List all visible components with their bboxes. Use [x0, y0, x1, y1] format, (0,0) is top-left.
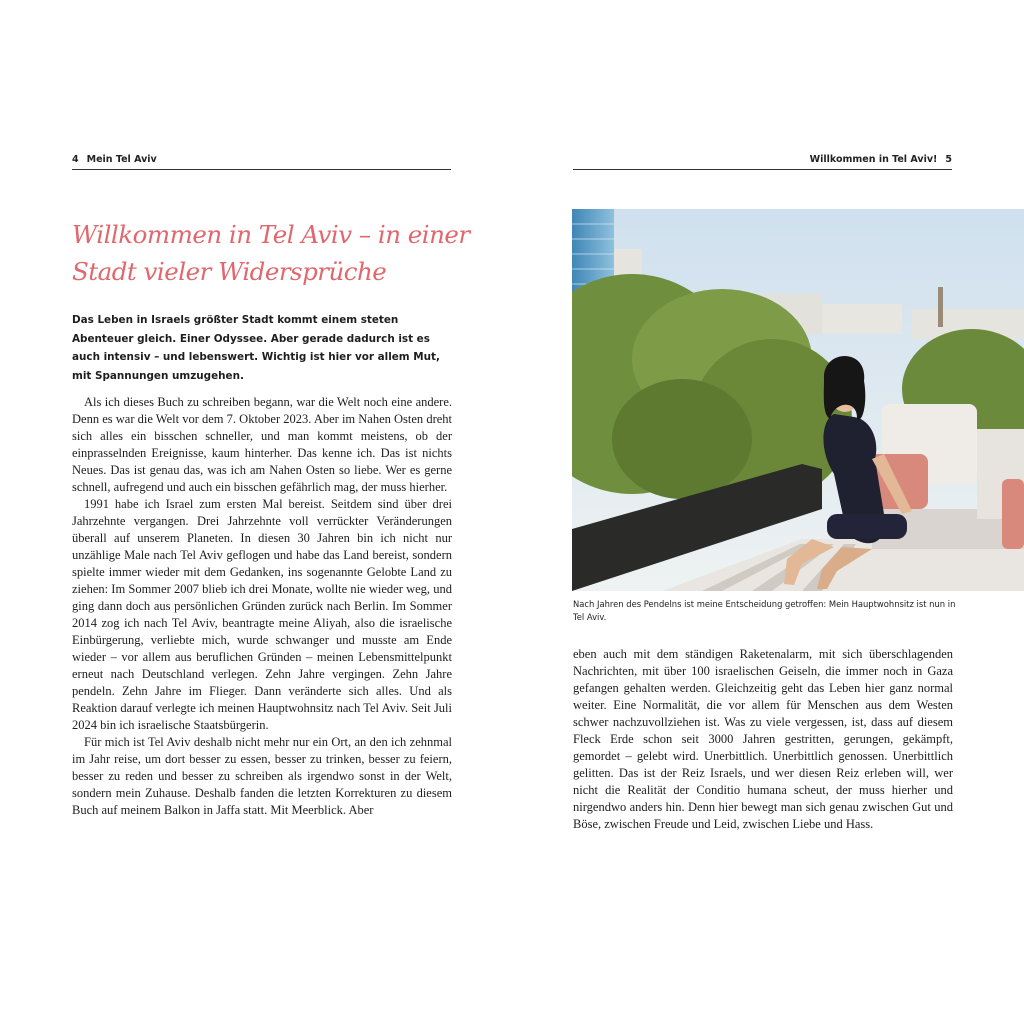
running-head-left: [72, 153, 451, 170]
chapter-lead: Das Leben in Israels größter Stadt kommt einem steten Abenteuer gleich. Einer Odyssee. Aber gerade dadurch ist es auch intensiv – und lebenswert. Wichtig ist hier vor allem Mut, mit Spannungen umzugehen.: [72, 314, 440, 382]
page-number-left: 4: [72, 154, 79, 165]
paragraph: eben auch mit dem ständigen Raketenalarm, mit sich überschlagenden Nachrichten, mit über 100 israelischen Geiseln, die immer noch in Gaza gefangen gehalten werden. Gleichzeitig geht das Leben hier ganz normal weiter. Eine Normalität, die vor allem für Menschen aus dem Westen schwer nachzuvollziehen ist. Was zu viele vergessen, ist, dass auf diesem Fleck Erde schon seit 3000 Jahren gestritten, gerungen, gekämpft, gemordet – gelebt wird. Unerbittlich. Unerbittlich genossen. Unerbittlich gelitten. Das ist der Reiz Israels, und wer diesen Reiz erleben will, wer nicht die Realität der Conditio humana scheut, der muss hierher und nirgendwo anders hin. Denn hier bewegt man sich genau zwischen Gut und Böse, zwischen Freude und Leid, zwischen Liebe und Hass.: [573, 647, 953, 831]
running-head-right-title: Willkommen in Tel Aviv!: [809, 154, 938, 165]
left-body-text: [72, 394, 452, 819]
paragraph: Für mich ist Tel Aviv deshalb nicht mehr nur ein Ort, an den ich zehnmal im Jahr reise, um dort besser zu essen, besser zu trinken, besser zu feiern, besser zu reden und besser zu schreiben als irgendwo sonst in der Welt, sondern mein Zuhause. Deshalb fanden die letzten Korrekturen zu diesem Buch auf meinem Balkon in Jaffa statt. Mit Meerblick. Aber: [72, 735, 452, 817]
chapter-title: Willkommen in Tel Aviv – in einer Stadt vieler Widersprüche: [72, 220, 470, 286]
running-head-right: [573, 153, 952, 170]
running-head-left-title: Mein Tel Aviv: [86, 154, 157, 165]
paragraph: Als ich dieses Buch zu schreiben begann, war die Welt noch eine andere. Denn es war die Welt vor dem 7. Oktober 2023. Aber im Nahen Osten dreht sich alles ein bisschen schneller, und man kommt meistens, ob der einprasselnden Ereignisse, kaum hinterher. Das kenne ich. Das ist nichts Neues. Das ist genau das, was ich am Nahen Osten so liebe. Wer es gerne schnell, aufregend und auch ein bisschen gefährlich mag, der muss hierher.: [72, 395, 452, 494]
right-body-text: [573, 646, 953, 833]
rooftop-photo: [572, 209, 1024, 591]
photo-caption: Nach Jahren des Pendelns ist meine Entscheidung getroffen: Mein Hauptwohnsitz ist nun in Tel Aviv.: [573, 599, 956, 622]
paragraph: 1991 habe ich Israel zum ersten Mal bereist. Seitdem sind über drei Jahrzehnte vergangen. Drei Jahrzehnte voll verrückter Veränderungen überall auf unserem Planeten. In diesen 30 Jahren bin ich nicht nur unzählige Male nach Tel Aviv geflogen und habe das Land bereist, sondern spielte immer wieder mit dem Gedanken, ins sogenannte Gelobte Land zu ziehen: Im Sommer 2007 blieb ich drei Monate, wollte nie wieder weg, und ging dann doch aus persönlichen Gründen zurück nach Berlin. Im Sommer 2014 zog ich nach Tel Aviv, beantragte meine Aliyah, also die israelische Einbürgerung, verliebte mich, wurde schwanger und musste am Ende wieder – vor allem aus beruflichen Gründen – meinen Lebensmittelpunkt erneut nach Deutschland verlegen. Zehn Jahre vergingen. Zehn Jahre pendeln. Zehn Jahre im Flieger. Dann veränderte sich alles. Und als Reaktion darauf verlegte ich meinen Hauptwohnsitz nach Tel Aviv. Seit Juli 2024 bin ich israelische Staatsbürgerin.: [72, 497, 452, 732]
page-number-right: 5: [945, 154, 952, 165]
